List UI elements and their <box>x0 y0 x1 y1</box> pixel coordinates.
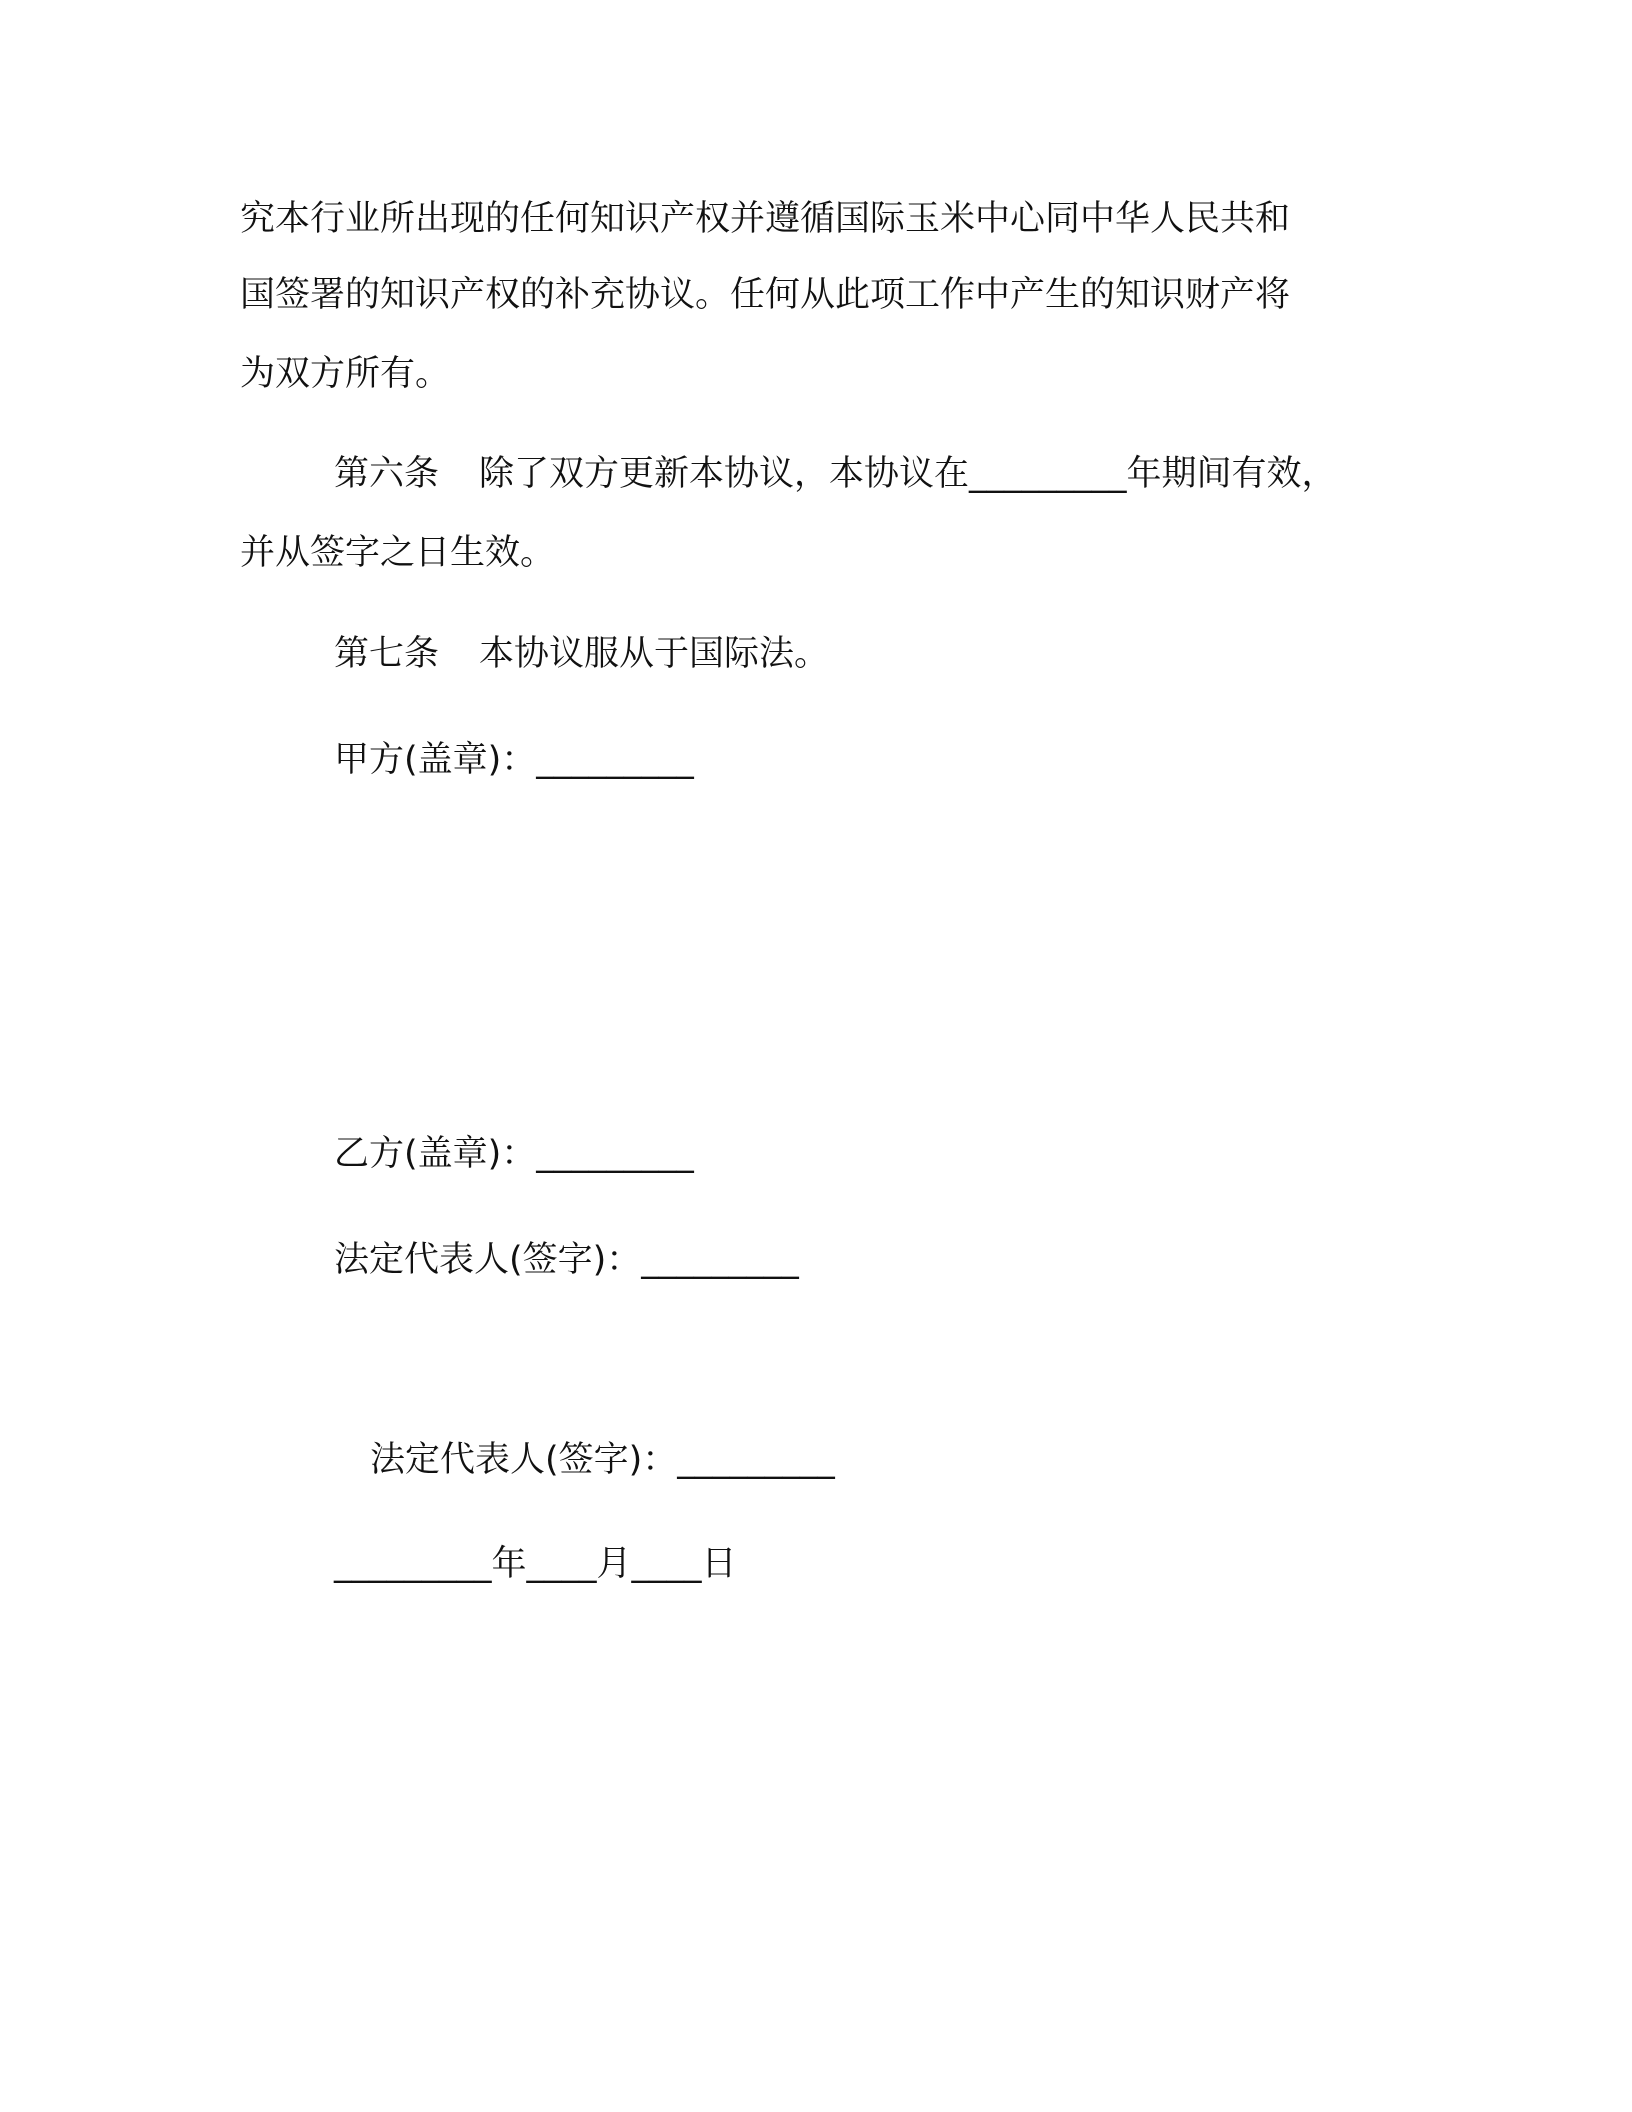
article-7-text: 本协议服从于国际法。 <box>479 634 830 674</box>
article-6-heading: 第六条 <box>334 454 440 494</box>
article-7 <box>334 630 829 678</box>
ip-paragraph-line-3: 为双方所有。 <box>240 354 451 394</box>
signing-date-field: _________年____月____日 <box>334 1544 737 1584</box>
article-6-line-1 <box>334 450 1337 498</box>
article-6-line-2: 并从签字之日生效。 <box>240 533 556 573</box>
party-a-seal-field: 甲方(盖章)：_________ <box>334 740 694 780</box>
article-6-text: 除了双方更新本协议，本协议在_________年期间有效， <box>479 454 1337 494</box>
article-7-heading: 第七条 <box>334 634 440 674</box>
legal-representative-signature-2: 法定代表人(签字)：_________ <box>370 1440 835 1480</box>
legal-representative-signature-1: 法定代表人(签字)：_________ <box>334 1240 799 1280</box>
ip-paragraph-line-2: 国签署的知识产权的补充协议。任何从此项工作中产生的知识财产将 <box>240 275 1291 315</box>
ip-paragraph-line-1: 究本行业所出现的任何知识产权并遵循国际玉米中心同中华人民共和 <box>240 199 1291 239</box>
party-b-seal-field: 乙方(盖章)：_________ <box>334 1134 694 1174</box>
